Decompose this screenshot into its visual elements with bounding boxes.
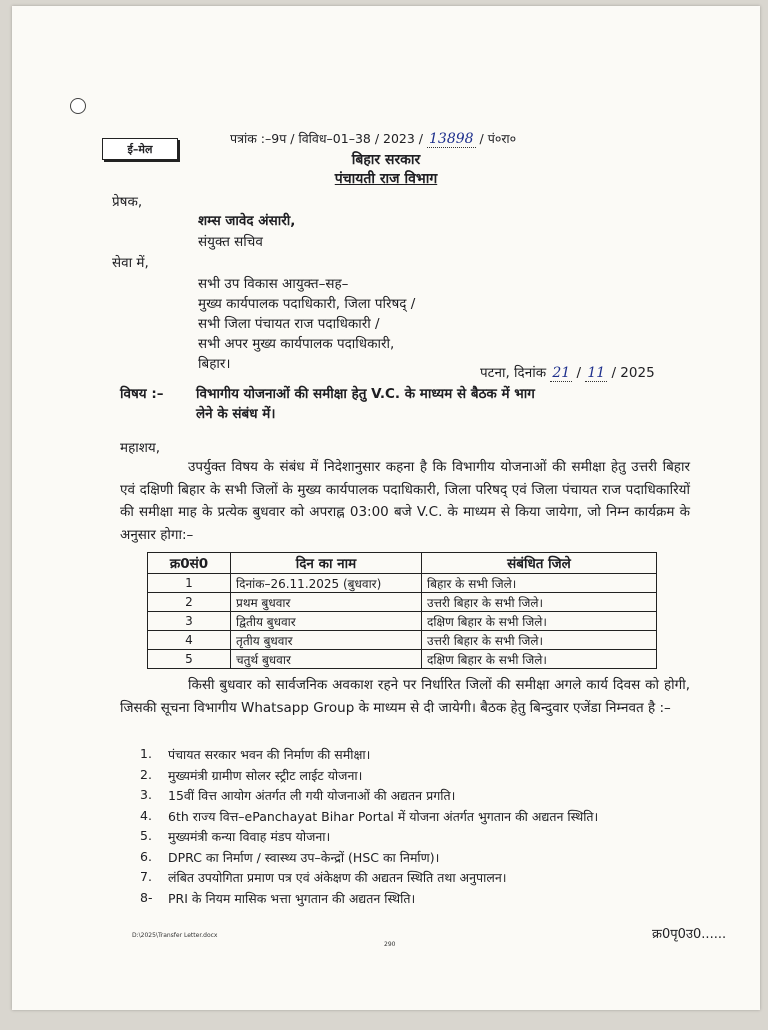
- cell-districts: दक्षिण बिहार के सभी जिले।: [422, 650, 657, 669]
- cell-serial: 1: [148, 574, 231, 593]
- cell-day: द्वितीय बुधवार: [231, 612, 422, 631]
- table-row: [148, 593, 657, 612]
- letter-ref-suffix: / पं०रा०: [479, 131, 517, 146]
- list-item: [140, 787, 598, 808]
- cell-serial: 4: [148, 631, 231, 650]
- cell-day: प्रथम बुधवार: [231, 593, 422, 612]
- agenda-number: 5.: [140, 828, 152, 843]
- list-item: [140, 890, 598, 911]
- agenda-number: 7.: [140, 869, 152, 884]
- subject-label: विषय :–: [120, 386, 164, 402]
- department-heading: पंचायती राज विभाग: [334, 171, 438, 187]
- list-item: [140, 808, 598, 829]
- header-districts: संबंधित जिले: [422, 553, 657, 574]
- agenda-text: DPRC का निर्माण / स्वास्थ्य उप–केन्द्रों (HSC का निर्माण)।: [168, 849, 440, 865]
- agenda-number: 6.: [140, 848, 152, 864]
- cell-day: तृतीय बुधवार: [231, 631, 422, 650]
- schedule-header-row: [148, 553, 657, 574]
- agenda-text: लंबित उपयोगिता प्रमाण पत्र एवं अंकेक्षण की अद्यतन स्थिति तथा अनुपालन।: [168, 870, 507, 885]
- agenda-text: 15वीं वित्त आयोग अंतर्गत ली गयी योजनाओं की अद्यतन प्रगति।: [168, 788, 456, 803]
- letter-ref-prefix: पत्रांक :–9प / विविध–01–38 / 2023 /: [230, 131, 424, 146]
- email-badge: ई–मेल: [102, 138, 178, 160]
- agenda-text: पंचायत सरकार भवन की निर्माण की समीक्षा।: [168, 747, 371, 762]
- recipient-line: बिहार।: [198, 356, 231, 372]
- date-prefix: पटना, दिनांक: [480, 365, 547, 381]
- cell-serial: 5: [148, 650, 231, 669]
- header-serial: क्र0सं0: [148, 553, 231, 574]
- agenda-number: 2.: [140, 766, 152, 782]
- agenda-number: 8-: [140, 889, 153, 905]
- letter-ref-number: 13898: [429, 131, 474, 147]
- date-month: 11: [587, 365, 606, 381]
- body-paragraph-2: किसी बुधवार को सार्वजनिक अवकाश रहने पर निर्धारित जिलों की समीक्षा अगले कार्य दिवस को होगी, जिसकी सूचना विभागीय Whatsapp Group के माध्यम से दी जायेगी। बैठक हेतु बिन्दुवार एजेंडा निम्नवत है :–: [120, 677, 690, 716]
- list-item: [140, 869, 598, 890]
- cell-districts: बिहार के सभी जिले।: [422, 574, 657, 593]
- table-row: [148, 650, 657, 669]
- agenda-number: 1.: [140, 746, 152, 761]
- list-item: [140, 746, 598, 767]
- agenda-list: [140, 746, 598, 910]
- agenda-number: 4.: [140, 807, 152, 823]
- agenda-text: PRI के नियम मासिक भत्ता भुगतान की अद्यतन स्थिति।: [168, 890, 416, 906]
- list-item: [140, 828, 598, 849]
- cell-serial: 3: [148, 612, 231, 631]
- punch-hole-mark: [70, 98, 86, 114]
- subject-line-2: लेने के संबंध में।: [196, 406, 276, 422]
- continued-marker: क्र0पृ0उ0......: [652, 927, 727, 942]
- cell-districts: उत्तरी बिहार के सभी जिले।: [422, 631, 657, 650]
- date-day: 21: [552, 365, 571, 381]
- sender-name: शम्स जावेद अंसारी,: [198, 213, 296, 229]
- letter-page: [12, 6, 760, 1010]
- date-year: / 2025: [611, 365, 655, 381]
- agenda-text: 6th राज्य वित्त–ePanchayat Bihar Portal में योजना अंतर्गत भुगतान की अद्यतन स्थिति।: [168, 808, 599, 824]
- recipients-label: सेवा में,: [112, 255, 149, 271]
- cell-serial: 2: [148, 593, 231, 612]
- recipient-line: मुख्य कार्यपालक पदाधिकारी, जिला परिषद् /: [198, 296, 416, 312]
- salutation: महाशय,: [120, 440, 161, 456]
- recipient-line: सभी जिला पंचायत राज पदाधिकारी /: [198, 316, 380, 332]
- body-paragraph-1: उपर्युक्त विषय के संबंध में निदेशानुसार कहना है कि विभागीय योजनाओं की समीक्षा हेतु उत्तरी बिहार एवं दक्षिणी बिहार के सभी जिलों के मुख्य कार्यपालक पदाधिकारी, जिला परिषद् एवं जिला पंचायत राज पदाधिकारियों की समीक्षा माह के प्रत्येक बुधवार को अपराह्न 03:00 बजे V.C. के माध्यम से किया जायेगा, जो निम्न कार्यक्रम के अनुसार होगा:–: [120, 459, 690, 543]
- footer-page-number: 290: [384, 941, 396, 948]
- cell-districts: दक्षिण बिहार के सभी जिले।: [422, 612, 657, 631]
- header-day: दिन का नाम: [231, 553, 422, 574]
- agenda-text: मुख्यमंत्री कन्या विवाह मंडप योजना।: [168, 829, 331, 844]
- agenda-number: 3.: [140, 787, 152, 802]
- subject-line-1: विभागीय योजनाओं की समीक्षा हेतु V.C. के माध्यम से बैठक में भाग: [196, 386, 535, 402]
- agenda-text: मुख्यमंत्री ग्रामीण सोलर स्ट्रीट लाईट योजना।: [168, 767, 363, 783]
- cell-day: दिनांक–26.11.2025 (बुधवार): [231, 574, 422, 593]
- footer-file-path: D:\2025\Transfer Letter.docx: [132, 932, 218, 939]
- table-row: [148, 631, 657, 650]
- recipient-line: सभी अपर मुख्य कार्यपालक पदाधिकारी,: [198, 336, 395, 352]
- recipient-line: सभी उप विकास आयुक्त–सह–: [198, 276, 349, 292]
- list-item: [140, 849, 598, 870]
- schedule-table: [147, 552, 657, 669]
- table-row: [148, 574, 657, 593]
- sender-designation: संयुक्त सचिव: [198, 234, 263, 250]
- government-heading: बिहार सरकार: [351, 152, 421, 168]
- cell-districts: उत्तरी बिहार के सभी जिले।: [422, 593, 657, 612]
- cell-day: चतुर्थ बुधवार: [231, 650, 422, 669]
- date-line: पटना, दिनांक 21 / 11 / 2025: [480, 365, 655, 381]
- sender-label: प्रेषक,: [112, 194, 143, 210]
- letter-reference: [230, 130, 516, 147]
- list-item: [140, 767, 598, 788]
- table-row: [148, 612, 657, 631]
